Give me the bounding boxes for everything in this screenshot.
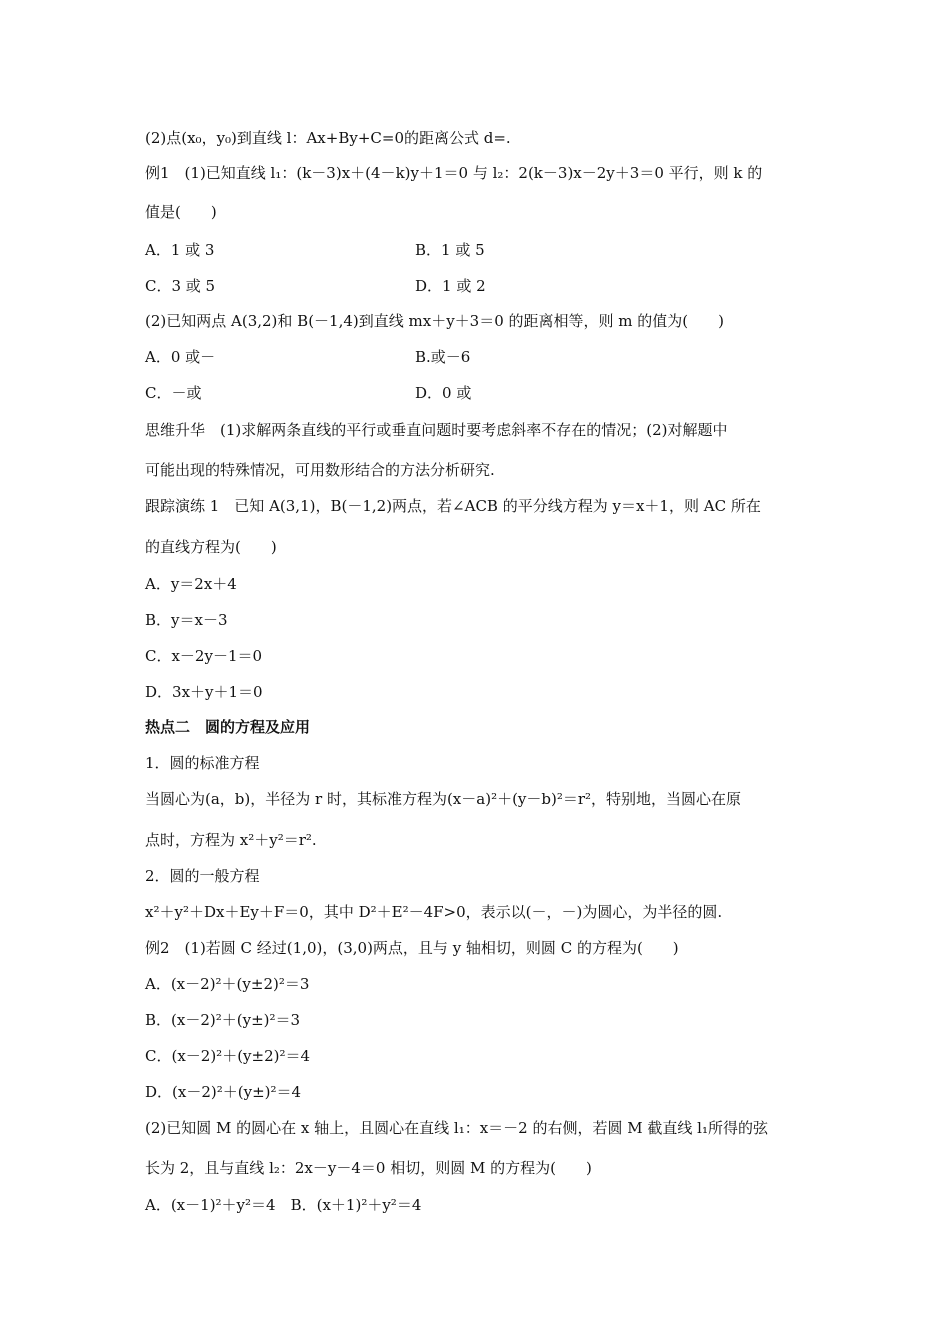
option-b: B.或－6: [415, 348, 471, 366]
practice-1-cont: 的直线方程为( ): [145, 538, 277, 556]
example-2-option-b: B．(x－2)²＋(y±)²＝3: [145, 1011, 301, 1029]
standard-equation-text-cont: 点时，方程为 x²＋y²＝r².: [145, 831, 317, 849]
example-2-question-1: 例2 (1)若圆 C 经过(1,0)，(3,0)两点，且与 y 轴相切，则圆 C 的方程为( ): [145, 939, 679, 957]
example-2-option-c: C．(x－2)²＋(y±2)²＝4: [145, 1047, 311, 1065]
option-b: B．1 或 5: [415, 241, 485, 259]
subheading-general-equation: 2．圆的一般方程: [145, 867, 260, 885]
example-2-option-d: D．(x－2)²＋(y±)²＝4: [145, 1083, 302, 1101]
option-c: C．－或: [145, 384, 202, 402]
option-d: D．1 或 2: [415, 277, 486, 295]
practice-1: 跟踪演练 1 已知 A(3,1)，B(－1,2)两点，若∠ACB 的平分线方程为 y＝x＋1，则 AC 所在: [145, 497, 761, 515]
distance-formula-line: (2)点(x₀，y₀)到直线 l：Ax+By+C=0的距离公式 d=.: [145, 129, 511, 147]
thinking-summary: 思维升华 (1)求解两条直线的平行或垂直问题时要考虑斜率不存在的情况；(2)对解题中: [145, 421, 728, 439]
practice-option-d: D．3x＋y＋1＝0: [145, 683, 263, 701]
option-a: A．1 或 3: [145, 241, 215, 259]
example-1-question-1: 例1 (1)已知直线 l₁：(k－3)x＋(4－k)y＋1＝0 与 l₂：2(k－3)x－2y＋3＝0 平行，则 k 的: [145, 164, 763, 182]
section-heading: 热点二 圆的方程及应用: [145, 718, 311, 736]
subheading-standard-equation: 1．圆的标准方程: [145, 754, 260, 772]
example-1-question-1-cont: 值是( ): [145, 203, 217, 221]
practice-option-b: B．y＝x－3: [145, 611, 228, 629]
example-1-question-2: (2)已知两点 A(3,2)和 B(－1,4)到直线 mx＋y＋3＝0 的距离相等，则 m 的值为( ): [145, 312, 725, 330]
general-equation-text: x²＋y²＋Dx＋Ey＋F＝0，其中 D²＋E²－4F>0，表示以(－，－)为圆心，为半径的圆.: [145, 903, 723, 921]
standard-equation-text: 当圆心为(a，b)，半径为 r 时，其标准方程为(x－a)²＋(y－b)²＝r²，特别地，当圆心在原: [145, 790, 742, 808]
example-2-question-2-cont: 长为 2，且与直线 l₂：2x－y－4＝0 相切，则圆 M 的方程为( ): [145, 1159, 592, 1177]
option-d: D．0 或: [415, 384, 472, 402]
option-c: C．3 或 5: [145, 277, 216, 295]
example-2-question-2: (2)已知圆 M 的圆心在 x 轴上，且圆心在直线 l₁：x＝－2 的右侧，若圆 M 截直线 l₁所得的弦: [145, 1119, 768, 1137]
option-row: [145, 240, 214, 260]
thinking-summary-cont: 可能出现的特殊情况，可用数形结合的方法分析研究.: [145, 461, 495, 479]
practice-option-a: A．y＝2x＋4: [145, 575, 237, 593]
example-2-option-a: A．(x－2)²＋(y±2)²＝3: [145, 975, 310, 993]
example-2-q2-options: A．(x－1)²＋y²＝4 B．(x＋1)²＋y²＝4: [145, 1196, 422, 1214]
option-a: A．0 或－: [145, 348, 216, 366]
practice-option-c: C．x－2y－1＝0: [145, 647, 263, 665]
